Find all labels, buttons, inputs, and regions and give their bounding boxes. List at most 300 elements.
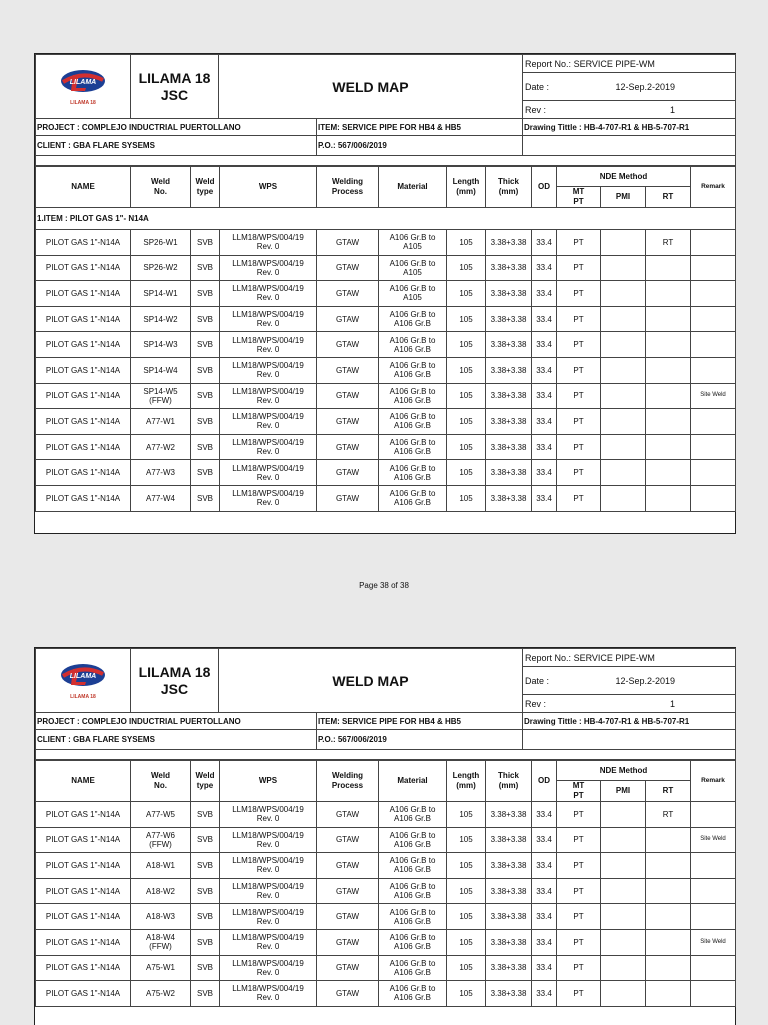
cell-process: GTAW [317, 255, 379, 281]
cell-length: 105 [447, 409, 486, 435]
cell-material: A106 Gr.B to A106 Gr.B [379, 802, 447, 828]
cell-remark [691, 306, 736, 332]
cell-weld-no: A77-W1 [131, 409, 191, 435]
cell-rt [646, 929, 691, 955]
cell-weld-type: SVB [191, 409, 220, 435]
logo [36, 649, 131, 713]
cell-process: GTAW [317, 409, 379, 435]
cell-name: PILOT GAS 1"-N14A [36, 383, 131, 409]
cell-length: 105 [447, 306, 486, 332]
cell-weld-type: SVB [191, 802, 220, 828]
cell-length: 105 [447, 357, 486, 383]
cell-mt-pt: PT [557, 306, 601, 332]
cell-weld-type: SVB [191, 460, 220, 486]
cell-name: PILOT GAS 1"-N14A [36, 255, 131, 281]
cell-material: A106 Gr.B to A105 [379, 255, 447, 281]
cell-od: 33.4 [532, 332, 557, 358]
cell-rt [646, 460, 691, 486]
table-row [36, 281, 736, 307]
cell-pmi [601, 332, 646, 358]
cell-thick: 3.38+3.38 [486, 383, 532, 409]
cell-name: PILOT GAS 1"-N14A [36, 878, 131, 904]
cell-pmi [601, 878, 646, 904]
cell-mt-pt: PT [557, 853, 601, 879]
cell-weld-type: SVB [191, 281, 220, 307]
col-thick: Thick (mm) [486, 761, 532, 802]
cell-rt [646, 955, 691, 981]
cell-name: PILOT GAS 1"-N14A [36, 230, 131, 256]
logo-caption: LILAMA 18 [70, 693, 96, 700]
cell-weld-type: SVB [191, 230, 220, 256]
cell-thick: 3.38+3.38 [486, 460, 532, 486]
cell-process: GTAW [317, 281, 379, 307]
cell-weld-type: SVB [191, 255, 220, 281]
cell-weld-no: SP14-W5 (FFW) [131, 383, 191, 409]
table-row [36, 357, 736, 383]
cell-material: A106 Gr.B to A106 Gr.B [379, 332, 447, 358]
cell-remark [691, 230, 736, 256]
cell-wps: LLM18/WPS/004/19 Rev. 0 [220, 357, 317, 383]
cell-length: 105 [447, 981, 486, 1007]
cell-remark [691, 409, 736, 435]
item-label: ITEM: SERVICE PIPE FOR HB4 & HB5 [317, 119, 523, 136]
cell-material: A106 Gr.B to A106 Gr.B [379, 460, 447, 486]
cell-length: 105 [447, 878, 486, 904]
cell-process: GTAW [317, 878, 379, 904]
cell-material: A106 Gr.B to A106 Gr.B [379, 878, 447, 904]
cell-wps: LLM18/WPS/004/19 Rev. 0 [220, 434, 317, 460]
cell-process: GTAW [317, 332, 379, 358]
cell-weld-type: SVB [191, 853, 220, 879]
table-row [36, 827, 736, 853]
cell-od: 33.4 [532, 383, 557, 409]
cell-mt-pt: PT [557, 281, 601, 307]
cell-name: PILOT GAS 1"-N14A [36, 306, 131, 332]
cell-material: A106 Gr.B to A106 Gr.B [379, 981, 447, 1007]
cell-mt-pt: PT [557, 409, 601, 435]
cell-weld-type: SVB [191, 383, 220, 409]
cell-thick: 3.38+3.38 [486, 281, 532, 307]
cell-remark [691, 460, 736, 486]
cell-rt [646, 904, 691, 930]
cell-wps: LLM18/WPS/004/19 Rev. 0 [220, 929, 317, 955]
cell-wps: LLM18/WPS/004/19 Rev. 0 [220, 281, 317, 307]
cell-weld-type: SVB [191, 981, 220, 1007]
cell-process: GTAW [317, 306, 379, 332]
cell-name: PILOT GAS 1"-N14A [36, 981, 131, 1007]
cell-pmi [601, 904, 646, 930]
cell-process: GTAW [317, 460, 379, 486]
col-remark: Remark [691, 761, 736, 802]
cell-mt-pt: PT [557, 460, 601, 486]
cell-remark [691, 255, 736, 281]
cell-weld-no: SP14-W4 [131, 357, 191, 383]
table-row [36, 434, 736, 460]
cell-thick: 3.38+3.38 [486, 255, 532, 281]
table-row [36, 332, 736, 358]
cell-mt-pt: PT [557, 230, 601, 256]
cell-weld-no: A77-W3 [131, 460, 191, 486]
cell-mt-pt: PT [557, 904, 601, 930]
cell-pmi [601, 409, 646, 435]
table-row [36, 981, 736, 1007]
cell-mt-pt: PT [557, 383, 601, 409]
document-title: WELD MAP [219, 55, 523, 119]
cell-process: GTAW [317, 929, 379, 955]
cell-pmi [601, 281, 646, 307]
cell-weld-no: SP14-W1 [131, 281, 191, 307]
cell-weld-no: A77-W6 (FFW) [131, 827, 191, 853]
cell-weld-type: SVB [191, 485, 220, 511]
cell-od: 33.4 [532, 827, 557, 853]
cell-thick: 3.38+3.38 [486, 332, 532, 358]
report-no: Report No.: SERVICE PIPE-WM [523, 649, 736, 667]
cell-remark [691, 853, 736, 879]
cell-rt [646, 981, 691, 1007]
cell-thick: 3.38+3.38 [486, 485, 532, 511]
col-weld-type: Weld type [191, 761, 220, 802]
cell-weld-no: A75-W2 [131, 981, 191, 1007]
cell-weld-no: A18-W1 [131, 853, 191, 879]
cell-od: 33.4 [532, 853, 557, 879]
cell-rt [646, 878, 691, 904]
cell-material: A106 Gr.B to A106 Gr.B [379, 929, 447, 955]
cell-length: 105 [447, 281, 486, 307]
cell-weld-type: SVB [191, 929, 220, 955]
table-row [36, 878, 736, 904]
cell-wps: LLM18/WPS/004/19 Rev. 0 [220, 853, 317, 879]
cell-wps: LLM18/WPS/004/19 Rev. 0 [220, 981, 317, 1007]
cell-remark [691, 981, 736, 1007]
cell-mt-pt: PT [557, 827, 601, 853]
table-row [36, 853, 736, 879]
col-thick: Thick (mm) [486, 167, 532, 208]
cell-wps: LLM18/WPS/004/19 Rev. 0 [220, 485, 317, 511]
col-name: NAME [36, 167, 131, 208]
cell-length: 105 [447, 827, 486, 853]
col-process: Welding Process [317, 761, 379, 802]
cell-weld-type: SVB [191, 878, 220, 904]
cell-pmi [601, 929, 646, 955]
cell-material: A106 Gr.B to A106 Gr.B [379, 485, 447, 511]
cell-rt [646, 434, 691, 460]
cell-mt-pt: PT [557, 357, 601, 383]
cell-process: GTAW [317, 485, 379, 511]
cell-length: 105 [447, 929, 486, 955]
cell-weld-no: A77-W2 [131, 434, 191, 460]
cell-name: PILOT GAS 1"-N14A [36, 409, 131, 435]
rev-field: Rev : 1 [523, 695, 736, 713]
cell-thick: 3.38+3.38 [486, 409, 532, 435]
cell-weld-type: SVB [191, 306, 220, 332]
cell-rt [646, 357, 691, 383]
table-row [36, 409, 736, 435]
cell-name: PILOT GAS 1"-N14A [36, 802, 131, 828]
col-pmi: PMI [601, 781, 646, 802]
cell-process: GTAW [317, 434, 379, 460]
cell-wps: LLM18/WPS/004/19 Rev. 0 [220, 332, 317, 358]
cell-wps: LLM18/WPS/004/19 Rev. 0 [220, 904, 317, 930]
cell-name: PILOT GAS 1"-N14A [36, 485, 131, 511]
cell-weld-no: A18-W4 (FFW) [131, 929, 191, 955]
table-row [36, 383, 736, 409]
cell-thick: 3.38+3.38 [486, 955, 532, 981]
cell-weld-no: A75-W1 [131, 955, 191, 981]
cell-od: 33.4 [532, 306, 557, 332]
cell-material: A106 Gr.B to A106 Gr.B [379, 383, 447, 409]
cell-weld-type: SVB [191, 904, 220, 930]
cell-rt: RT [646, 230, 691, 256]
cell-remark [691, 955, 736, 981]
cell-od: 33.4 [532, 434, 557, 460]
weld-rows [36, 802, 736, 1007]
cell-material: A106 Gr.B to A106 Gr.B [379, 357, 447, 383]
cell-remark [691, 357, 736, 383]
cell-remark [691, 904, 736, 930]
cell-length: 105 [447, 383, 486, 409]
client-label: CLIENT : GBA FLARE SYSEMS [36, 136, 317, 156]
cell-name: PILOT GAS 1"-N14A [36, 357, 131, 383]
cell-pmi [601, 955, 646, 981]
cell-weld-type: SVB [191, 332, 220, 358]
cell-remark: Site Weld [691, 929, 736, 955]
cell-process: GTAW [317, 904, 379, 930]
table-row [36, 802, 736, 828]
cell-mt-pt: PT [557, 981, 601, 1007]
col-wps: WPS [220, 167, 317, 208]
cell-material: A106 Gr.B to A105 [379, 281, 447, 307]
table-row [36, 460, 736, 486]
cell-wps: LLM18/WPS/004/19 Rev. 0 [220, 255, 317, 281]
cell-rt [646, 383, 691, 409]
cell-thick: 3.38+3.38 [486, 878, 532, 904]
cell-weld-no: A18-W2 [131, 878, 191, 904]
col-process: Welding Process [317, 167, 379, 208]
cell-material: A106 Gr.B to A106 Gr.B [379, 409, 447, 435]
cell-wps: LLM18/WPS/004/19 Rev. 0 [220, 802, 317, 828]
cell-length: 105 [447, 904, 486, 930]
cell-weld-type: SVB [191, 357, 220, 383]
cell-rt [646, 306, 691, 332]
cell-rt [646, 485, 691, 511]
cell-remark [691, 332, 736, 358]
cell-thick: 3.38+3.38 [486, 929, 532, 955]
cell-pmi [601, 460, 646, 486]
cell-rt [646, 409, 691, 435]
cell-mt-pt: PT [557, 878, 601, 904]
table-header [36, 167, 736, 208]
section-title: 1.ITEM : PILOT GAS 1"- N14A [36, 208, 736, 230]
cell-mt-pt: PT [557, 332, 601, 358]
cell-length: 105 [447, 230, 486, 256]
col-weld-no: Weld No. [131, 167, 191, 208]
cell-length: 105 [447, 853, 486, 879]
cell-rt [646, 827, 691, 853]
cell-od: 33.4 [532, 904, 557, 930]
cell-thick: 3.38+3.38 [486, 981, 532, 1007]
cell-pmi [601, 485, 646, 511]
cell-remark: Site Weld [691, 383, 736, 409]
cell-rt [646, 332, 691, 358]
col-od: OD [532, 167, 557, 208]
weld-map-sheet-2 [34, 647, 736, 1025]
cell-material: A106 Gr.B to A106 Gr.B [379, 434, 447, 460]
cell-remark [691, 878, 736, 904]
cell-material: A106 Gr.B to A106 Gr.B [379, 827, 447, 853]
cell-length: 105 [447, 802, 486, 828]
col-mt-pt: MT PT [557, 187, 601, 208]
weld-table [35, 760, 736, 1007]
cell-weld-no: SP14-W3 [131, 332, 191, 358]
cell-od: 33.4 [532, 230, 557, 256]
lilama-logo-icon [59, 662, 107, 688]
cell-remark [691, 281, 736, 307]
cell-process: GTAW [317, 827, 379, 853]
client-label: CLIENT : GBA FLARE SYSEMS [36, 730, 317, 750]
cell-remark [691, 434, 736, 460]
cell-weld-no: A77-W4 [131, 485, 191, 511]
svg-text:LILAMA: LILAMA [69, 78, 97, 86]
table-row [36, 485, 736, 511]
cell-weld-no: A18-W3 [131, 904, 191, 930]
cell-weld-no: A77-W5 [131, 802, 191, 828]
cell-od: 33.4 [532, 955, 557, 981]
weld-map-sheet-1 [34, 53, 736, 534]
cell-remark [691, 802, 736, 828]
cell-mt-pt: PT [557, 802, 601, 828]
cell-process: GTAW [317, 853, 379, 879]
project-label: PROJECT : COMPLEJO INDUCTRIAL PUERTOLLANO [36, 713, 317, 730]
cell-weld-no: SP14-W2 [131, 306, 191, 332]
cell-wps: LLM18/WPS/004/19 Rev. 0 [220, 878, 317, 904]
company-name: LILAMA 18 JSC [131, 55, 219, 119]
cell-wps: LLM18/WPS/004/19 Rev. 0 [220, 460, 317, 486]
cell-length: 105 [447, 485, 486, 511]
cell-name: PILOT GAS 1"-N14A [36, 460, 131, 486]
cell-mt-pt: PT [557, 434, 601, 460]
cell-length: 105 [447, 332, 486, 358]
cell-material: A106 Gr.B to A106 Gr.B [379, 853, 447, 879]
cell-thick: 3.38+3.38 [486, 853, 532, 879]
cell-thick: 3.38+3.38 [486, 306, 532, 332]
svg-text:LILAMA: LILAMA [69, 672, 97, 680]
cell-pmi [601, 383, 646, 409]
cell-thick: 3.38+3.38 [486, 230, 532, 256]
cell-material: A106 Gr.B to A105 [379, 230, 447, 256]
cell-name: PILOT GAS 1"-N14A [36, 332, 131, 358]
col-od: OD [532, 761, 557, 802]
date-field: Date : 12-Sep.2-2019 [523, 73, 736, 101]
cell-length: 105 [447, 460, 486, 486]
col-nde-method: NDE Method [557, 761, 691, 781]
cell-name: PILOT GAS 1"-N14A [36, 827, 131, 853]
page-number: Page 38 of 38 [359, 581, 409, 590]
project-label: PROJECT : COMPLEJO INDUCTRIAL PUERTOLLANO [36, 119, 317, 136]
cell-material: A106 Gr.B to A106 Gr.B [379, 955, 447, 981]
po-label: P.O.: 567/006/2019 [317, 136, 523, 156]
sheet-header [35, 648, 735, 760]
cell-od: 33.4 [532, 409, 557, 435]
col-weld-no: Weld No. [131, 761, 191, 802]
col-remark: Remark [691, 167, 736, 208]
report-no: Report No.: SERVICE PIPE-WM [523, 55, 736, 73]
cell-name: PILOT GAS 1"-N14A [36, 929, 131, 955]
table-row [36, 230, 736, 256]
sheet-header [35, 54, 735, 166]
col-material: Material [379, 761, 447, 802]
col-mt-pt: MT PT [557, 781, 601, 802]
col-weld-type: Weld type [191, 167, 220, 208]
col-nde-method: NDE Method [557, 167, 691, 187]
company-name: LILAMA 18 JSC [131, 649, 219, 713]
cell-pmi [601, 230, 646, 256]
weld-table [35, 166, 736, 512]
cell-remark [691, 485, 736, 511]
cell-od: 33.4 [532, 802, 557, 828]
drawing-title: Drawing Tittle : HB-4-707-R1 & HB-5-707-R1 [523, 713, 736, 730]
col-name: NAME [36, 761, 131, 802]
cell-od: 33.4 [532, 255, 557, 281]
cell-od: 33.4 [532, 357, 557, 383]
cell-thick: 3.38+3.38 [486, 434, 532, 460]
cell-thick: 3.38+3.38 [486, 802, 532, 828]
document-title: WELD MAP [219, 649, 523, 713]
cell-pmi [601, 981, 646, 1007]
cell-weld-no: SP26-W2 [131, 255, 191, 281]
cell-thick: 3.38+3.38 [486, 827, 532, 853]
cell-length: 105 [447, 434, 486, 460]
cell-thick: 3.38+3.38 [486, 904, 532, 930]
cell-material: A106 Gr.B to A106 Gr.B [379, 904, 447, 930]
col-wps: WPS [220, 761, 317, 802]
cell-wps: LLM18/WPS/004/19 Rev. 0 [220, 409, 317, 435]
cell-od: 33.4 [532, 485, 557, 511]
cell-weld-type: SVB [191, 827, 220, 853]
cell-od: 33.4 [532, 460, 557, 486]
weld-rows [36, 230, 736, 512]
cell-process: GTAW [317, 230, 379, 256]
cell-process: GTAW [317, 802, 379, 828]
cell-od: 33.4 [532, 281, 557, 307]
cell-process: GTAW [317, 955, 379, 981]
col-pmi: PMI [601, 187, 646, 208]
cell-length: 105 [447, 955, 486, 981]
cell-weld-type: SVB [191, 955, 220, 981]
cell-material: A106 Gr.B to A106 Gr.B [379, 306, 447, 332]
cell-mt-pt: PT [557, 929, 601, 955]
rev-field: Rev : 1 [523, 101, 736, 119]
logo [36, 55, 131, 119]
col-rt: RT [646, 781, 691, 802]
table-header [36, 761, 736, 802]
cell-length: 105 [447, 255, 486, 281]
cell-rt [646, 853, 691, 879]
cell-wps: LLM18/WPS/004/19 Rev. 0 [220, 955, 317, 981]
table-row [36, 306, 736, 332]
cell-wps: LLM18/WPS/004/19 Rev. 0 [220, 230, 317, 256]
cell-thick: 3.38+3.38 [486, 357, 532, 383]
table-row [36, 904, 736, 930]
col-material: Material [379, 167, 447, 208]
cell-remark: Site Weld [691, 827, 736, 853]
item-label: ITEM: SERVICE PIPE FOR HB4 & HB5 [317, 713, 523, 730]
cell-process: GTAW [317, 981, 379, 1007]
cell-pmi [601, 853, 646, 879]
po-label: P.O.: 567/006/2019 [317, 730, 523, 750]
cell-weld-no: SP26-W1 [131, 230, 191, 256]
col-rt: RT [646, 187, 691, 208]
cell-mt-pt: PT [557, 255, 601, 281]
